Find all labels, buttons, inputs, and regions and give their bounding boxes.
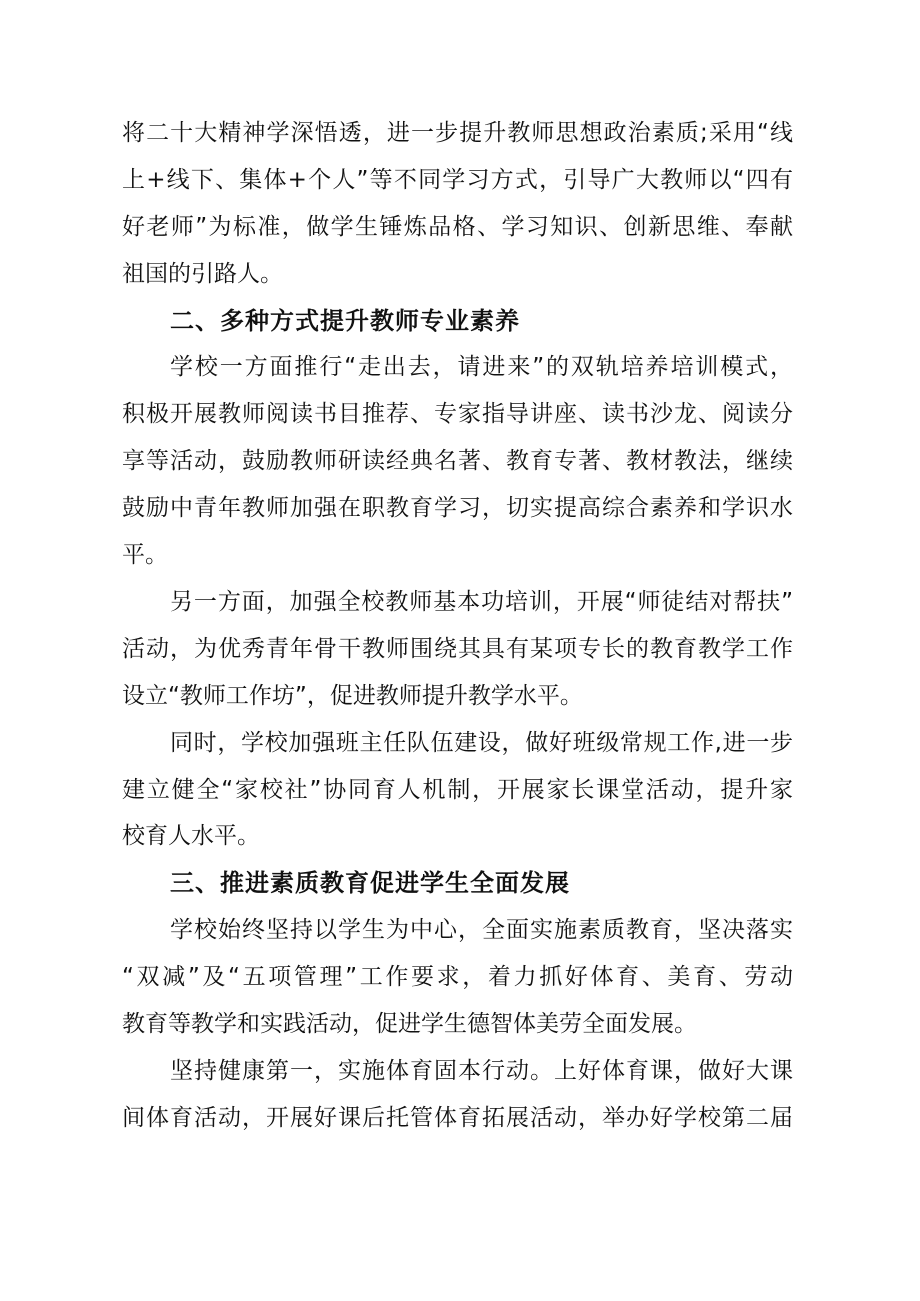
- text-line: 祖国的引路人。: [122, 261, 283, 287]
- text-line: 另一方面，加强全校教师基本功培训，开展“师徒结对帮扶”: [170, 589, 793, 615]
- section-heading: 三、推进素质教育促进学生全面发展: [170, 869, 570, 897]
- text-line: “双减”及“五项管理”工作要求，着力抓好体育、美育、劳动: [122, 964, 793, 990]
- text-line: 鼓励中青年教师加强在职教育学习，切实提高综合素养和学识水: [122, 495, 793, 521]
- text-line: 教育等教学和实践活动，促进学生德智体美劳全面发展。: [122, 1011, 697, 1037]
- text-line: 好老师”为标准，做学生锤炼品格、学习知识、创新思维、奉献: [122, 214, 793, 240]
- text-line: 将二十大精神学深悟透，进一步提升教师思想政治素质;采用“线: [122, 120, 793, 146]
- text-line: 校育人水平。: [122, 823, 260, 849]
- text-line: 设立“教师工作坊”，促进教师提升教学水平。: [122, 683, 583, 709]
- text-line: 学校一方面推行“走出去，请进来”的双轨培养培训模式，: [170, 354, 793, 380]
- text-line: 享等活动，鼓励教师研读经典名著、教育专著、教材教法，继续: [122, 448, 793, 474]
- text-line: 平。: [122, 542, 168, 568]
- text-line: 建立健全“家校社”协同育人机制，开展家长课堂活动，提升家: [122, 777, 793, 803]
- text-line: 同时，学校加强班主任队伍建设，做好班级常规工作,进一步: [170, 730, 793, 756]
- text-line: 坚持健康第一，实施体育固本行动。上好体育课，做好大课: [170, 1058, 793, 1084]
- text-line: 学校始终坚持以学生为中心，全面实施素质教育，坚决落实: [170, 917, 793, 943]
- text-line: 积极开展教师阅读书目推荐、专家指导讲座、读书沙龙、阅读分: [122, 401, 793, 427]
- text-line: 间体育活动，开展好课后托管体育拓展活动，举办好学校第二届: [122, 1105, 793, 1131]
- text-line: 上+线下、集体+个人”等不同学习方式，引导广大教师以“四有: [122, 167, 793, 193]
- section-heading: 二、多种方式提升教师专业素养: [170, 307, 520, 335]
- text-line: 活动，为优秀青年骨干教师围绕其具有某项专长的教育教学工作: [122, 636, 793, 662]
